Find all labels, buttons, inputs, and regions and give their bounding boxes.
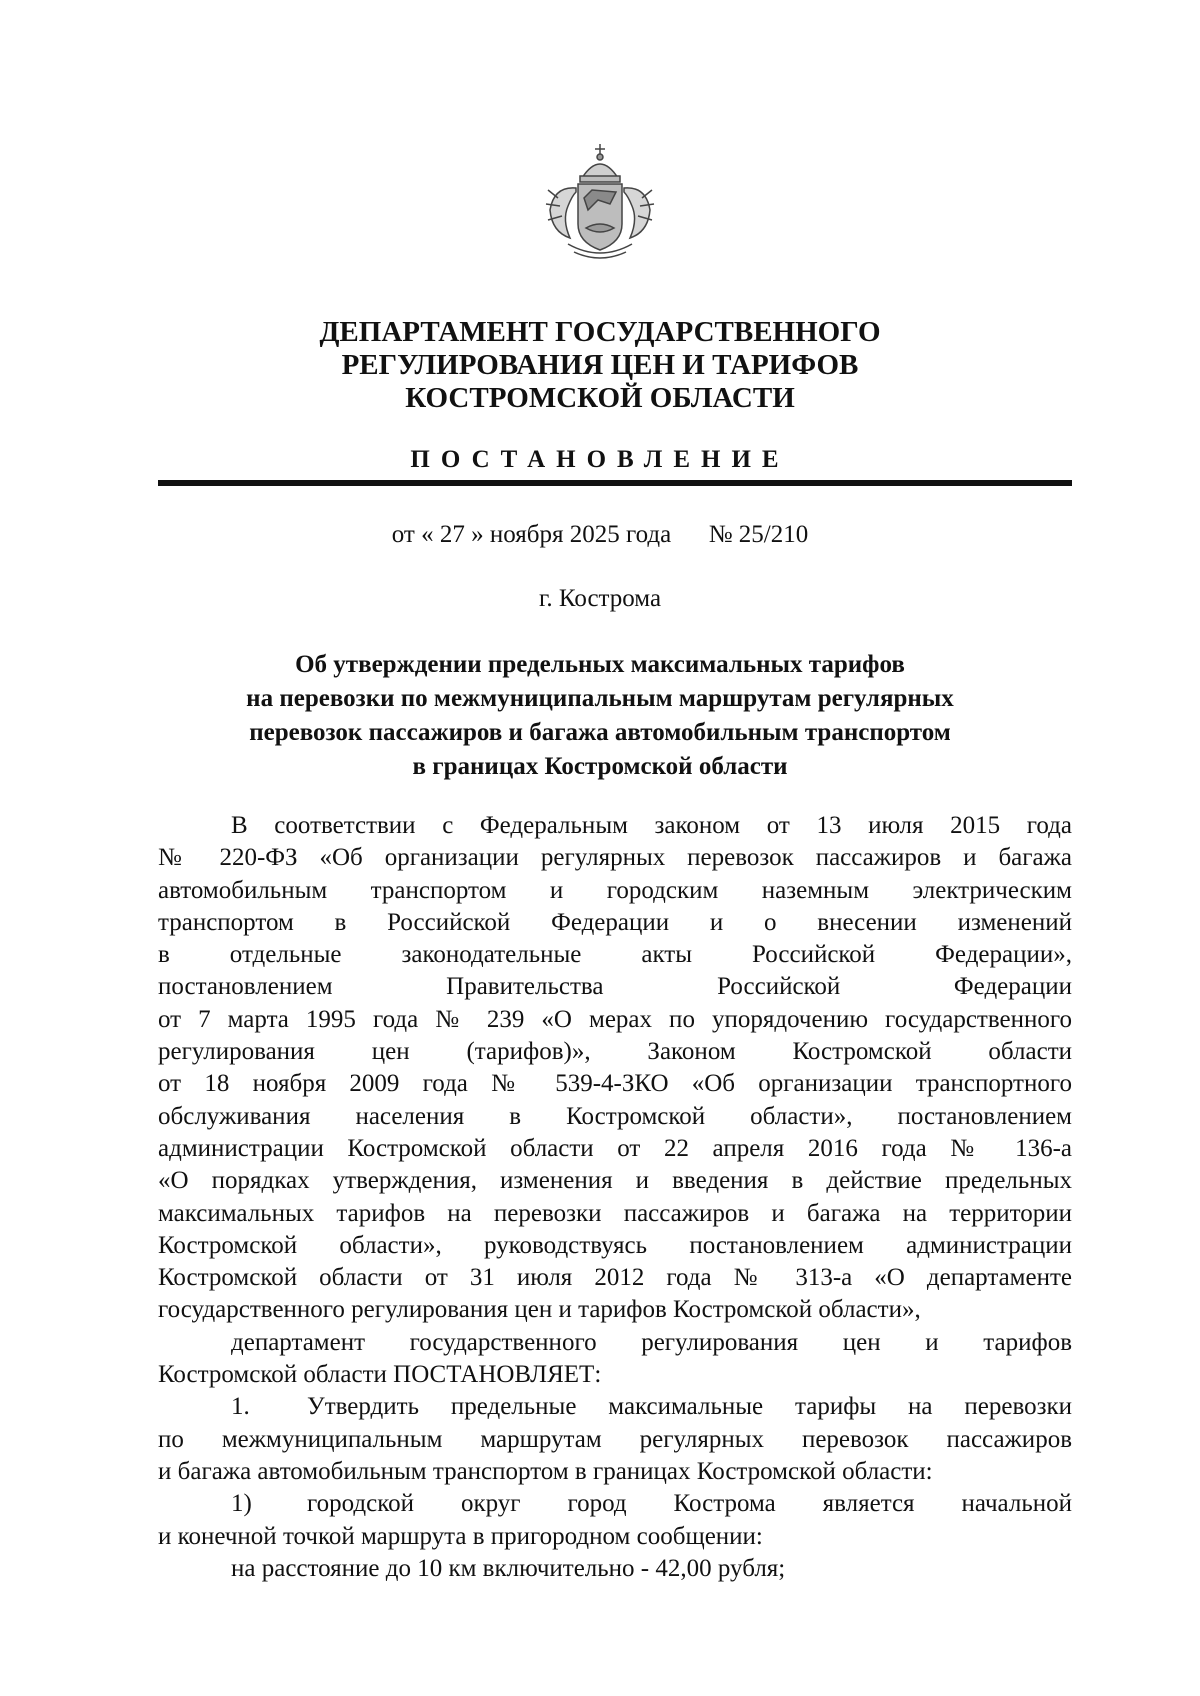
subject-line: перевозок пассажиров и багажа автомобильным транспортом — [249, 719, 951, 746]
body-line: Костромской области», руководствуясь постановлением администрации — [158, 1231, 1072, 1259]
document-number: № 25/210 — [708, 521, 809, 548]
body-line: от 18 ноября 2009 года № 539-4-ЗКО «Об организации транспортного — [158, 1070, 1072, 1098]
department-line: ДЕПАРТАМЕНТ ГОСУДАРСТВЕННОГО — [319, 316, 881, 348]
body-line: по межмуниципальным маршрутам регулярных перевозок пассажиров — [158, 1425, 1072, 1453]
document-subject — [0, 648, 1200, 784]
body-line: и багажа автомобильным транспортом в границах Костромской области: — [158, 1457, 933, 1485]
body-line: регулирования цен (тарифов)», Законом Костромской области — [158, 1038, 1072, 1066]
body-line: Костромской области от 31 июля 2012 года № 313-а «О департаменте — [158, 1264, 1072, 1292]
body-line: Костромской области ПОСТАНОВЛЯЕТ: — [158, 1361, 602, 1389]
document-city: г. Кострома — [538, 585, 662, 612]
document-body — [158, 810, 1072, 1585]
body-line: и конечной точкой маршрута в пригородном сообщении: — [158, 1522, 763, 1550]
subject-line: Об утверждении предельных максимальных тарифов — [295, 651, 905, 678]
header-divider — [158, 480, 1072, 486]
subject-line: в границах Костромской области — [412, 753, 788, 780]
body-line: в отдельные законодательные акты Российской Федерации», — [158, 941, 1072, 969]
body-line: постановлением Правительства Российской Федерации — [158, 973, 1072, 1001]
subject-line: на перевозки по межмуниципальным маршрутам регулярных — [246, 685, 954, 712]
coat-of-arms-icon — [540, 140, 660, 264]
body-line: максимальных тарифов на перевозки пассажиров и багажа на территории — [158, 1199, 1072, 1227]
preamble-paragraph — [158, 810, 1072, 1327]
subitem-text: городской округ город Кострома является начальной — [307, 1490, 1072, 1518]
item-number: 1. — [231, 1393, 250, 1421]
department-line: КОСТРОМСКОЙ ОБЛАСТИ — [405, 382, 795, 414]
body-line: «О порядках утверждения, изменения и введения в действие предельных — [158, 1167, 1072, 1195]
body-line: департамент государственного регулирования цен и тарифов — [231, 1328, 1072, 1356]
department-line: РЕГУЛИРОВАНИЯ ЦЕН И ТАРИФОВ — [341, 349, 859, 381]
tariff-line: на расстояние до 10 км включительно - 42,00 рубля; — [231, 1554, 786, 1582]
body-line: государственного регулирования цен и тарифов Костромской области», — [158, 1296, 921, 1324]
body-line: от 7 марта 1995 года № 239 «О мерах по упорядочению государственного — [158, 1005, 1072, 1033]
subitem-number: 1) — [231, 1490, 252, 1518]
item-1-line — [158, 1391, 1072, 1423]
document-type: ПОСТАНОВЛЕНИЕ — [410, 446, 790, 473]
item-text: Утвердить предельные максимальные тарифы на перевозки — [307, 1393, 1072, 1421]
subitem-1 — [158, 1488, 1072, 1553]
body-line: автомобильным транспортом и городским наземным электрическим — [158, 876, 1072, 904]
body-line: № 220-ФЗ «Об организации регулярных перевозок пассажиров и багажа — [158, 844, 1072, 872]
body-line: администрации Костромской области от 22 апреля 2016 года № 136-а — [158, 1134, 1072, 1162]
subitem-1-line — [158, 1488, 1072, 1520]
date-line — [0, 520, 1200, 550]
document-date: от « 27 » ноября 2025 года — [391, 521, 672, 548]
body-line: В соответствии с Федеральным законом от 13 июля 2015 года — [231, 812, 1072, 839]
body-line: транспортом в Российской Федерации и о внесении изменений — [158, 908, 1072, 936]
department-name — [0, 316, 1200, 415]
body-line: обслуживания населения в Костромской области», постановлением — [158, 1102, 1072, 1130]
resolves-paragraph — [158, 1327, 1072, 1392]
item-1 — [158, 1391, 1072, 1488]
